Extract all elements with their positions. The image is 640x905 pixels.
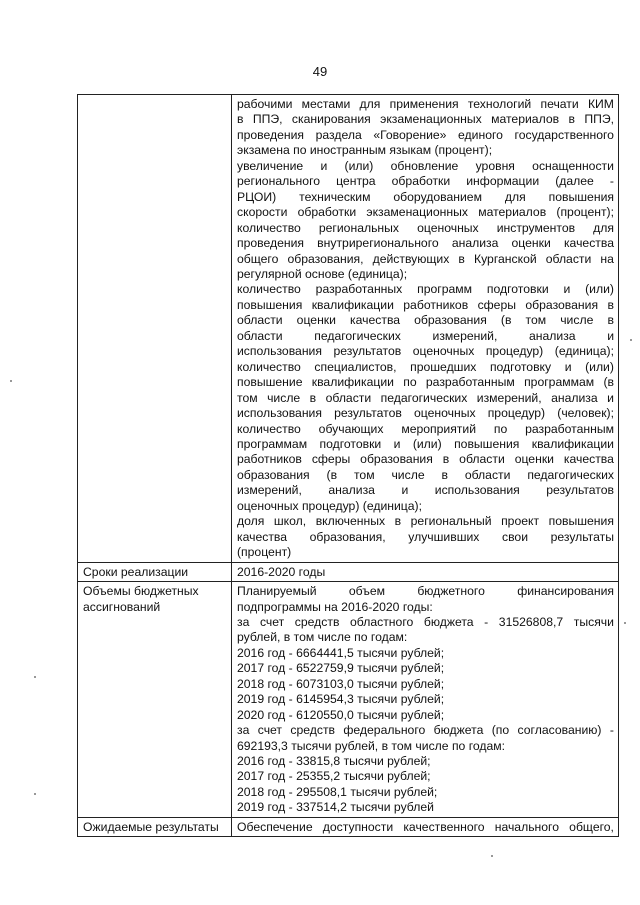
word: региональных: [318, 220, 400, 235]
word: сферы: [311, 452, 351, 467]
word: -: [484, 614, 489, 629]
word: разработанным: [525, 421, 614, 436]
content-line: 2016 год - 33815,8 тысячи рублей;: [237, 754, 431, 769]
word: оценочных: [417, 220, 479, 235]
word: анализа: [451, 236, 499, 251]
table-body: [78, 95, 619, 837]
word: инструментов: [496, 220, 576, 235]
word: бюджетного: [417, 584, 485, 599]
content-line: [237, 422, 614, 437]
content-line: 2016 год - 6664441,5 тысячи рублей;: [237, 645, 445, 660]
word: том: [353, 467, 375, 482]
word: раздела: [315, 127, 362, 142]
word: ППЭ,: [584, 112, 614, 127]
word: Планируемый: [237, 584, 317, 599]
word: КИМ: [587, 97, 614, 111]
content-line: [237, 437, 614, 452]
word: программам: [524, 375, 595, 390]
word: улучшивших: [408, 529, 480, 544]
table-row: [78, 562, 619, 581]
word: квалификации: [311, 375, 394, 390]
word: обработки: [297, 205, 357, 220]
row-label: Ожидаемые результаты: [78, 817, 232, 836]
word: материалов: [491, 112, 560, 127]
content-line: 2018 год - 6073103,0 тысячи рублей;: [237, 676, 445, 691]
content-line: [237, 723, 614, 738]
word: скорости: [237, 205, 288, 220]
word: средств: [294, 614, 340, 629]
word: измерений,: [476, 390, 542, 405]
word: доступности: [322, 819, 394, 834]
content-line: 2016-2020 годы: [237, 564, 326, 579]
scan-speck: [624, 622, 626, 624]
content-line: 2019 год - 337514,2 тысячи рублей: [237, 800, 434, 815]
word: числе: [267, 390, 301, 405]
word: повышение: [237, 375, 303, 390]
content-line: [237, 375, 614, 390]
word: квалификации: [531, 436, 614, 451]
table-row: [78, 817, 619, 836]
page-number: 49: [312, 64, 328, 79]
word: бюджета: [423, 614, 474, 629]
content-line: 692193,3 тысячи рублей, в том числе по годам:: [237, 738, 506, 753]
word: внутрирегионального: [317, 236, 439, 251]
word: финансирования: [517, 584, 614, 599]
word: -: [609, 723, 614, 738]
word: оборудованием: [393, 189, 482, 204]
content-line: [237, 530, 614, 545]
word: проведения: [237, 236, 305, 251]
word: (единица);: [554, 344, 614, 359]
word: оснащенности: [532, 158, 614, 173]
row-content: [232, 562, 619, 581]
word: по: [403, 375, 417, 390]
word: сферы: [477, 297, 516, 312]
word: 31526808,7: [498, 614, 564, 629]
content-line: [237, 221, 614, 236]
word: (или): [344, 158, 374, 173]
content-line: (процент): [237, 545, 292, 560]
content-line: оценочных процедур) (единица);: [237, 498, 422, 513]
word: объем: [348, 584, 385, 599]
word: для: [593, 220, 614, 235]
word: для: [504, 189, 526, 204]
content-line: 2017 год - 6522759,9 тысячи рублей;: [237, 661, 445, 676]
content-line: [237, 313, 614, 328]
word: в: [309, 390, 317, 405]
content-line: 2020 год - 6120550,0 тысячи рублей;: [237, 707, 445, 722]
word: тысячи: [573, 614, 614, 629]
word: (далее: [555, 174, 594, 189]
content-line: [237, 452, 614, 467]
word: прошедших: [410, 359, 477, 374]
content-line: [237, 514, 614, 529]
word: сканирования: [291, 112, 371, 127]
word: мероприятий: [401, 421, 477, 436]
word: использования: [237, 344, 322, 359]
content-line: [237, 468, 614, 483]
word: качества: [563, 452, 614, 467]
word: образования,: [309, 529, 386, 544]
word: количество: [237, 359, 301, 374]
word: техническим: [299, 189, 371, 204]
word: использования: [434, 483, 520, 498]
content-line: [237, 615, 614, 630]
word: анализа: [528, 328, 576, 343]
word: (или): [412, 436, 442, 451]
word: педагогических: [380, 390, 468, 405]
word: специалистов,: [314, 359, 397, 374]
word: образования: [237, 467, 310, 482]
scan-speck: [10, 380, 12, 382]
word: и: [607, 328, 614, 343]
word: обучающих: [318, 421, 384, 436]
content-line: [237, 190, 614, 205]
word: подготовку: [489, 359, 552, 374]
word: и: [401, 483, 409, 498]
row-label: Объемы бюджетных ассигнований: [78, 582, 232, 818]
word: качества: [237, 529, 288, 544]
content-line: 2017 год - 25355,2 тысячи рублей;: [237, 769, 431, 784]
word: общего: [237, 251, 279, 266]
word: оценочных: [412, 344, 475, 359]
content-line: 2019 год - 6145954,3 тысячи рублей;: [237, 692, 445, 707]
word: в: [458, 251, 465, 266]
word: увеличение: [237, 158, 304, 173]
content-line: [237, 483, 614, 498]
word: рабочими: [237, 97, 293, 111]
word: педагогических: [527, 467, 614, 482]
word: повышения: [548, 189, 614, 204]
word: оценки: [511, 236, 551, 251]
word: начального: [494, 819, 560, 834]
scan-speck: [34, 676, 36, 678]
word: -: [609, 174, 614, 189]
word: анализа: [328, 483, 375, 498]
word: местами: [301, 97, 351, 111]
word: «Говорение»: [373, 127, 447, 142]
word: работников: [403, 297, 469, 312]
word: разработанных: [315, 282, 403, 297]
word: подготовки: [319, 436, 382, 451]
word: (процент);: [556, 205, 614, 220]
word: повышения: [454, 436, 520, 451]
word: в: [607, 297, 614, 312]
word: образования: [525, 297, 599, 312]
word: том: [525, 313, 547, 328]
word: экзаменационных: [366, 205, 468, 220]
word: результаты: [550, 529, 614, 544]
content-line: [237, 252, 614, 267]
content-line: [237, 360, 614, 375]
word: согласованию): [517, 723, 602, 738]
word: процедур): [487, 406, 546, 421]
word: доля: [237, 514, 265, 529]
word: количество: [237, 220, 301, 235]
row-content: [232, 817, 619, 836]
word: количество: [237, 421, 301, 436]
word: образования,: [287, 251, 364, 266]
content-line: [237, 236, 614, 251]
word: (или): [585, 359, 614, 374]
word: средств: [290, 723, 336, 738]
word: области: [325, 390, 372, 405]
word: в: [568, 112, 575, 127]
content-line: экзамена по иностранным языкам (процент);: [237, 143, 493, 158]
word: качества: [563, 236, 614, 251]
word: проведения: [237, 127, 305, 142]
word: проект: [501, 514, 540, 529]
word: и: [563, 282, 571, 297]
word: включенных: [315, 514, 386, 529]
word: качественного: [403, 819, 485, 834]
table-row: [78, 582, 619, 818]
word: экзаменационных: [380, 112, 482, 127]
word: результатов: [333, 344, 402, 359]
word: квалификации: [311, 297, 394, 312]
word: образования: [414, 313, 487, 328]
content-line: [237, 112, 614, 127]
word: разработанным: [425, 375, 515, 390]
word: оценки: [514, 452, 554, 467]
program-passport-table: [77, 94, 619, 837]
word: результатов: [546, 483, 614, 498]
content-line: рублей, в том числе по годам:: [237, 630, 408, 645]
word: общего,: [569, 819, 614, 834]
word: в: [394, 514, 402, 529]
scan-speck: [34, 793, 36, 795]
word: бюджета: [433, 723, 484, 738]
word: уровня: [475, 158, 515, 173]
word: счет: [259, 614, 285, 629]
word: подготовки: [486, 282, 549, 297]
word: Обеспечение: [237, 819, 313, 834]
word: в: [441, 467, 448, 482]
word: государственного: [514, 127, 614, 142]
word: центра: [336, 174, 376, 189]
content-line: [237, 298, 614, 313]
word: информации: [466, 174, 540, 189]
word: (в: [603, 375, 614, 390]
content-line: подпрограммы на 2016-2020 годы:: [237, 599, 433, 614]
word: качества: [350, 313, 401, 328]
word: области: [464, 467, 511, 482]
word: повышения: [237, 297, 303, 312]
word: свои: [501, 529, 529, 544]
word: числе: [391, 467, 425, 482]
word: в: [442, 452, 450, 467]
word: обновление: [390, 158, 459, 173]
scan-speck: [630, 339, 632, 341]
word: области: [237, 328, 283, 343]
word: образования: [360, 452, 433, 467]
word: печати: [540, 97, 579, 111]
word: (или): [585, 282, 614, 297]
content-line: [237, 174, 614, 189]
word: том: [237, 390, 258, 405]
content-line: [237, 159, 614, 174]
word: материалов: [478, 205, 547, 220]
word: за: [237, 723, 250, 738]
word: работников: [237, 452, 302, 467]
content-line: [237, 128, 614, 143]
word: измерений,: [432, 328, 498, 343]
word: в: [237, 112, 244, 127]
word: области: [459, 452, 505, 467]
content-line: [237, 329, 614, 344]
word: оценочных: [413, 406, 476, 421]
row-label: Сроки реализации: [78, 562, 232, 581]
word: региональный: [410, 514, 492, 529]
content-line: 2018 год - 295508,1 тысячи рублей;: [237, 784, 438, 799]
word: применения: [389, 97, 459, 111]
word: обработки: [391, 174, 451, 189]
content-line: [237, 205, 614, 220]
word: и: [564, 359, 572, 374]
word: и: [393, 436, 401, 451]
scan-speck: [491, 855, 493, 857]
word: единого: [458, 127, 503, 142]
word: за: [237, 614, 250, 629]
word: количество: [237, 282, 301, 297]
word: федерального: [343, 723, 426, 738]
word: (человек);: [557, 406, 614, 421]
content-line: [237, 584, 614, 599]
word: процедур): [485, 344, 544, 359]
word: для: [359, 97, 381, 111]
content-line: [237, 344, 614, 359]
word: (в: [500, 313, 512, 328]
content-line: [237, 282, 614, 297]
word: области: [545, 251, 592, 266]
row-content: [232, 582, 619, 818]
content-line: [237, 391, 614, 406]
word: программам: [237, 436, 308, 451]
row-content: [232, 95, 619, 563]
word: результатов: [334, 406, 402, 421]
content-line: [237, 820, 614, 835]
word: действующих: [372, 251, 450, 266]
word: РЦОИ): [237, 189, 277, 204]
row-label: [78, 95, 232, 563]
word: числе: [560, 313, 594, 328]
content-line: [237, 406, 614, 421]
word: ППЭ,: [252, 112, 283, 127]
word: области: [237, 313, 283, 328]
word: (в: [326, 467, 338, 482]
word: оценки: [296, 313, 336, 328]
word: школ,: [273, 514, 307, 529]
word: использования: [237, 406, 322, 421]
word: по: [493, 421, 508, 436]
word: педагогических: [314, 328, 401, 343]
word: (по: [491, 723, 510, 738]
word: технологий: [467, 97, 532, 111]
word: областного: [350, 614, 414, 629]
word: Курганской: [473, 251, 537, 266]
word: программ: [417, 282, 473, 297]
word: анализа: [551, 390, 598, 405]
word: повышения: [548, 514, 614, 529]
content-line: регулярной основе (единица);: [237, 266, 408, 281]
word: на: [600, 251, 614, 266]
content-line: [237, 97, 614, 112]
word: и: [320, 158, 328, 173]
word: измерений,: [237, 483, 302, 498]
word: в: [607, 313, 614, 328]
table-row: [78, 95, 619, 563]
word: регионального: [237, 174, 321, 189]
word: счет: [257, 723, 282, 738]
word: и: [607, 390, 614, 405]
